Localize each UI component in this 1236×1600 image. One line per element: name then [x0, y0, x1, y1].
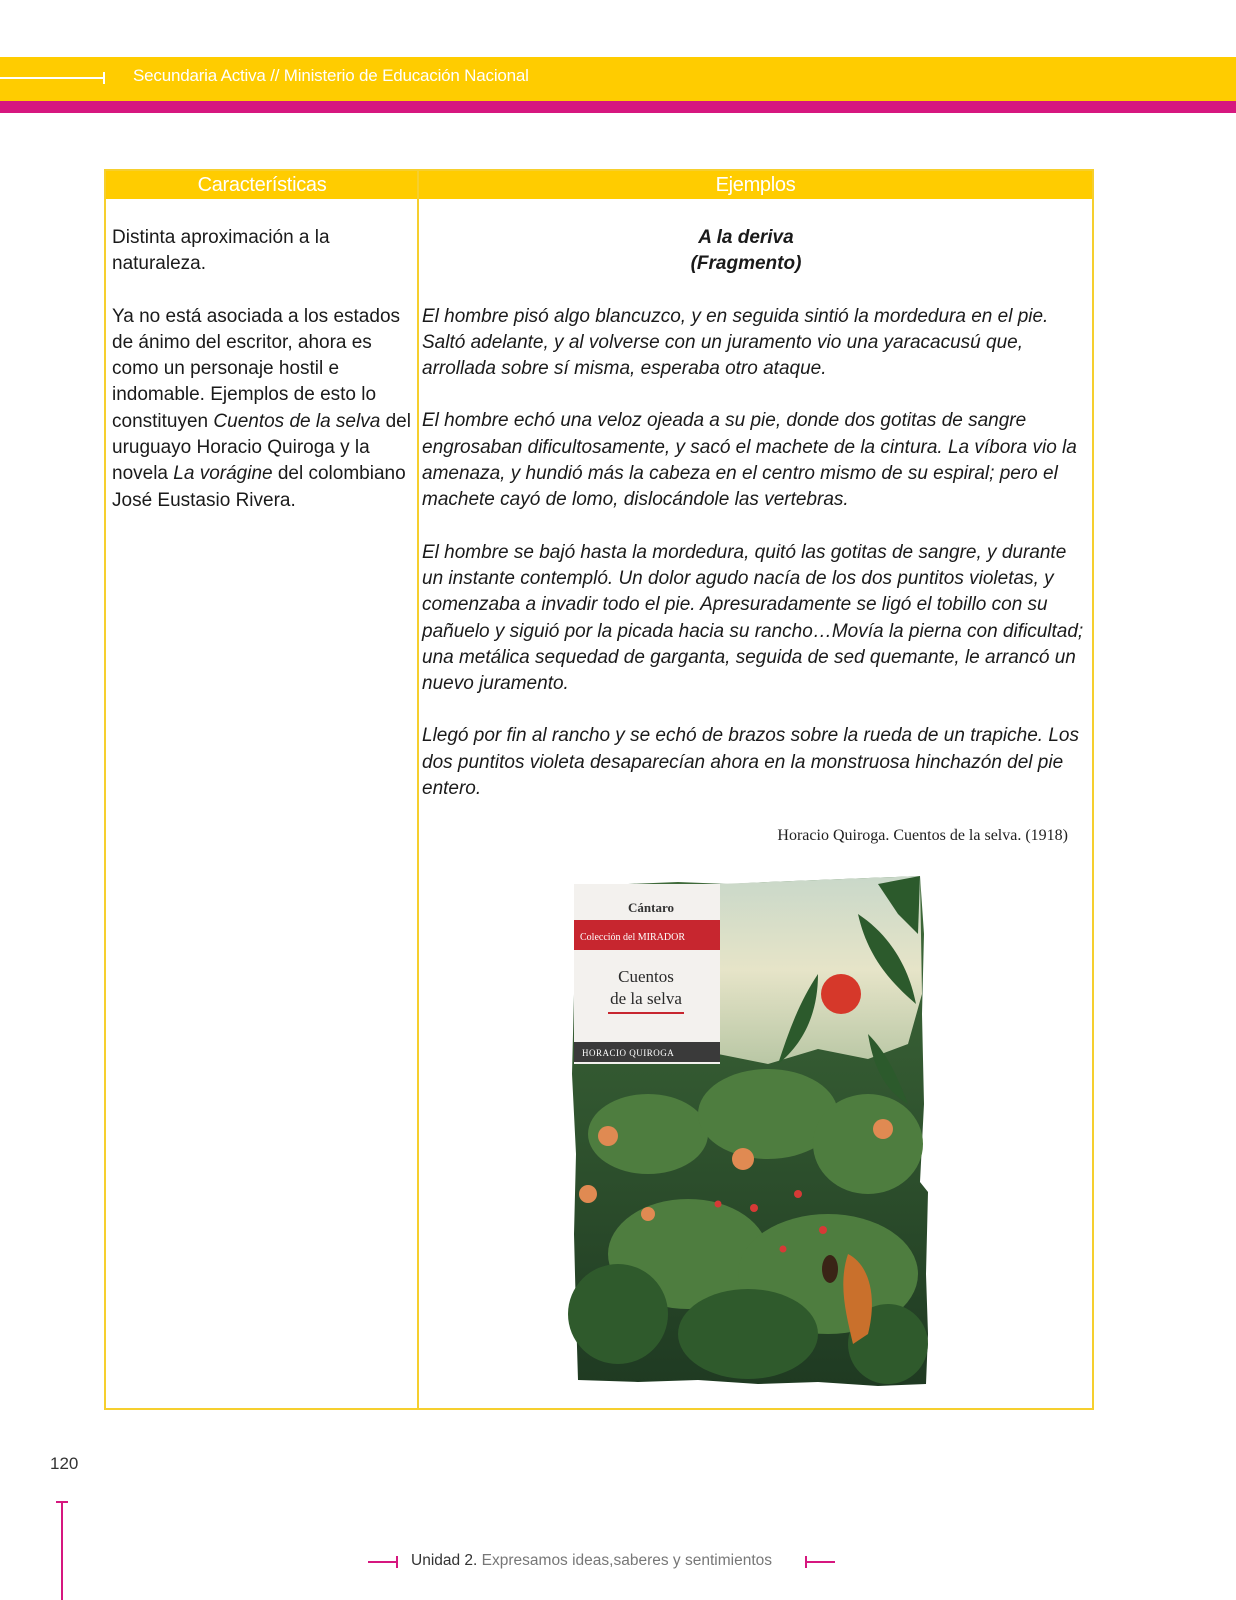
characteristic-description: Ya no está asociada a los estados de ánimo del escritor, ahora es como un personaje hostil e indomable. Ejemplos de esto lo constituyen Cuentos de la selva del uruguayo Horacio Quiroga y la novela La vorágine del colombiano José Eustasio Rivera. — [112, 305, 411, 511]
book-cover-image — [568, 874, 934, 1394]
story-paragraph: El hombre echó una veloz ojeada a su pie, donde dos gotitas de sangre engrosaban dificultosamente, y sacó el machete de la cintura. La víbora vio la amenaza, y hundió más la cabeza en el centro mismo de su espiral; pero el machete cayó de lomo, dislocándole las vertebras. — [422, 410, 1077, 511]
story-citation: Horacio Quiroga. Cuentos de la selva. (1918) — [777, 827, 1068, 844]
footer-rule-right-tick — [805, 1556, 807, 1568]
story-paragraph: Llegó por fin al rancho y se echó de brazos sobre la rueda de un trapiche. Los dos puntitos violeta desaparecían ahora en la monstruosa hinchazón del pie entero. — [422, 725, 1079, 800]
story-paragraph: El hombre se bajó hasta la mordedura, quitó las gotitas de sangre, y durante un instante contempló. Un dolor agudo nacía de los dos puntitos violetas, y comenzaba a invadir todo el pie. Apresuradamente se ligó el tobillo con su pañuelo y siguió por la picada hacia su rancho…Movía la pierna con dificultad; una metálica sequedad de garganta, seguida de sed quemante, le arrancó un nuevo juramento. — [422, 541, 1084, 695]
examples-cell — [422, 225, 1092, 802]
characteristics-cell — [112, 225, 412, 514]
header-stripe — [0, 101, 1236, 113]
book-title-voragine: La vorágine — [173, 463, 273, 485]
footer-rule-left-tick — [396, 1556, 398, 1568]
book-publisher: Cántaro — [628, 900, 674, 915]
sun-illustration — [821, 974, 861, 1014]
header-rule-tick — [103, 72, 105, 84]
story-subtitle: (Fragmento) — [690, 253, 802, 275]
characteristic-heading: Distinta aproximación a la naturaleza. — [112, 227, 330, 275]
column-header-examples: Ejemplos — [715, 174, 796, 196]
column-header-characteristics: Características — [197, 174, 327, 196]
book-collection: Colección del MIRADOR — [580, 932, 685, 943]
column-divider — [417, 171, 419, 1408]
table-header-row — [106, 171, 1092, 199]
footer-margin-line — [61, 1502, 63, 1600]
book-author: HORACIO QUIROGA — [582, 1048, 675, 1058]
book-title-cuentos: Cuentos de la selva — [213, 410, 381, 432]
series-title: Secundaria Activa // Ministerio de Educación Nacional — [133, 66, 529, 85]
footer-rule-right — [805, 1561, 835, 1563]
header-rule — [0, 77, 104, 79]
story-paragraph: El hombre pisó algo blancuzco, y en seguida sintió la mordedura en el pie. Saltó adelante, y al volverse con un juramento vio una yaracacusú que, arrollada sobre sí misma, esperaba otro ataque. — [422, 305, 1049, 380]
characteristics-table — [104, 169, 1094, 1410]
book-title-line-2: de la selva — [610, 989, 682, 1008]
footer-rule-left — [368, 1561, 398, 1563]
page-number: 120 — [50, 1454, 79, 1473]
book-title-line-1: Cuentos — [618, 967, 674, 986]
footer-margin-tick — [56, 1501, 68, 1503]
footer-unit-title: Unidad 2. Expresamos ideas,saberes y sentimientos — [411, 1552, 772, 1569]
story-title: A la deriva — [698, 227, 794, 248]
